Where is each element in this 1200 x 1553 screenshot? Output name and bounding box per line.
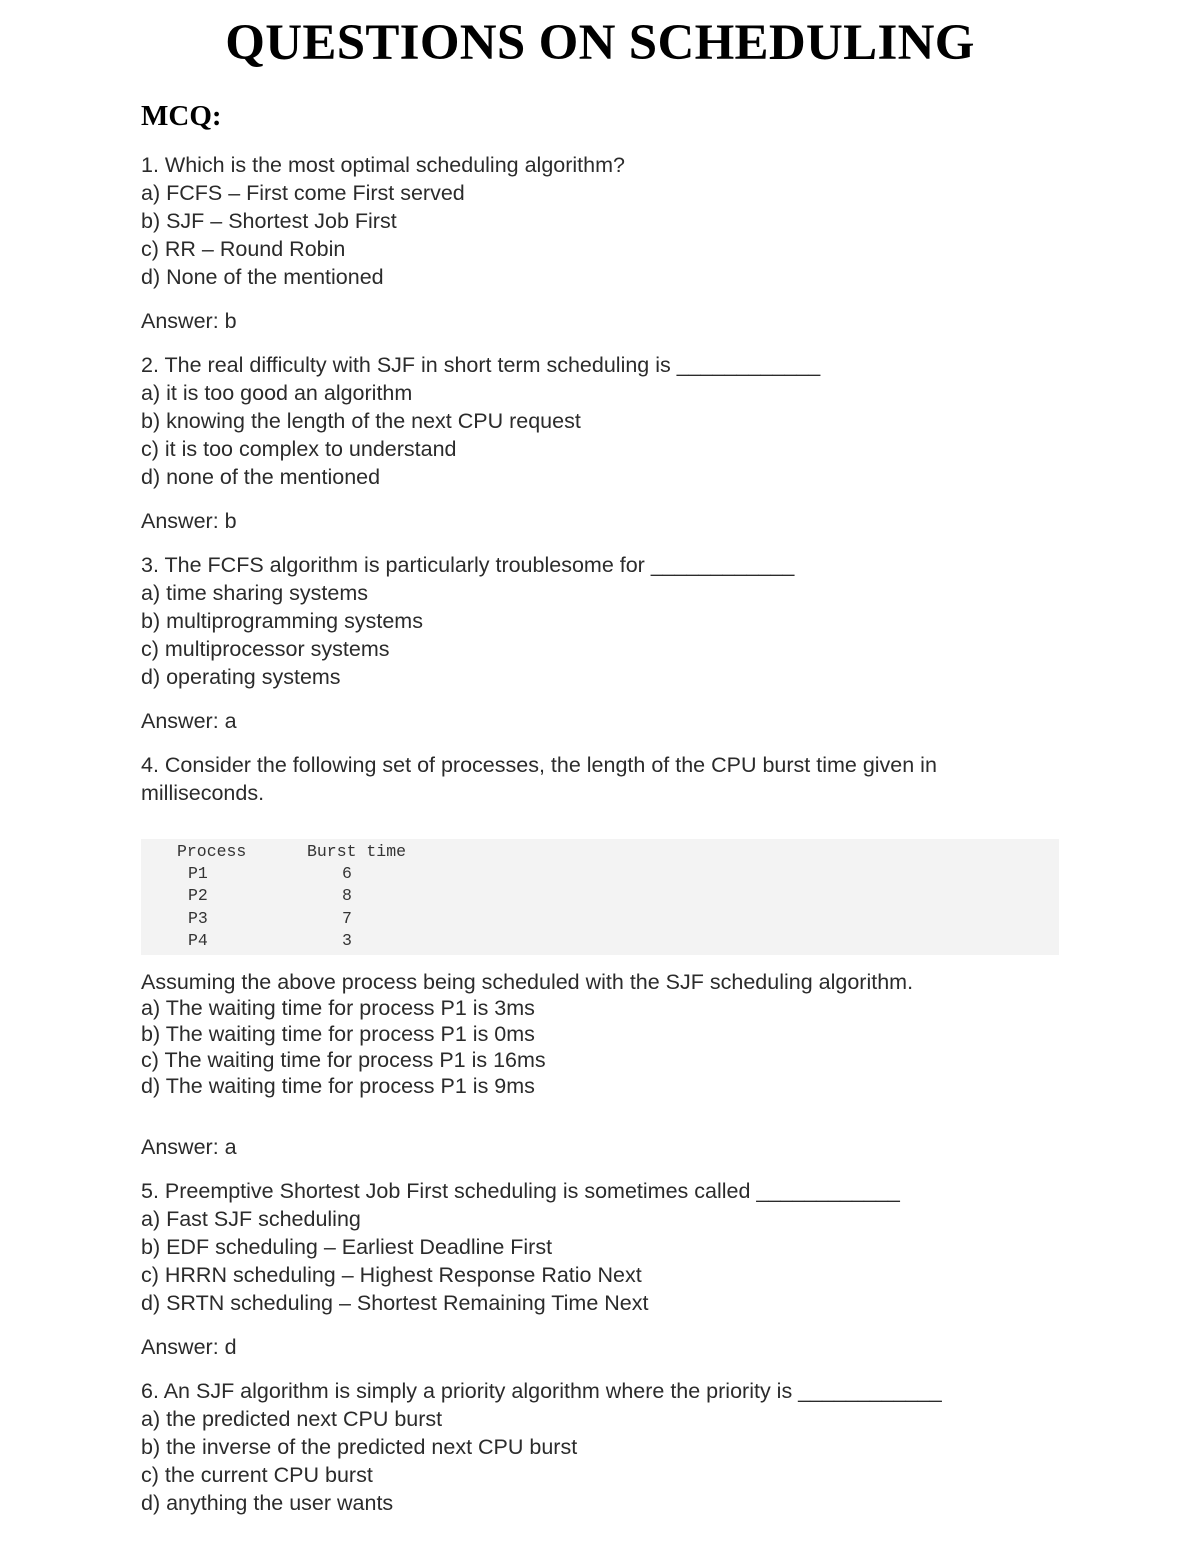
option-c: c) RR – Round Robin	[141, 237, 346, 261]
question-1	[141, 151, 1059, 335]
option-c: c) the current CPU burst	[141, 1463, 373, 1488]
option-a: a) Fast SJF scheduling	[141, 1207, 361, 1232]
burst-time-cell: 3	[342, 930, 352, 950]
answer: Answer: b	[141, 509, 237, 533]
option-b: b) multiprogramming systems	[141, 609, 423, 633]
option-c: c) The waiting time for process P1 is 16ms	[141, 1048, 546, 1073]
option-b: b) the inverse of the predicted next CPU burst	[141, 1435, 578, 1460]
question-list	[141, 151, 1059, 1517]
option-c: c) multiprocessor systems	[141, 637, 390, 661]
question-text: 5. Preemptive Shortest Job First scheduling is sometimes called ____________	[141, 1179, 900, 1204]
table-row	[177, 863, 1059, 885]
option-a: a) the predicted next CPU burst	[141, 1407, 443, 1432]
table-row	[177, 930, 1059, 952]
burst-time-cell: 7	[342, 908, 352, 928]
section-label: MCQ:	[141, 100, 222, 132]
burst-time-cell: 8	[342, 886, 352, 906]
option-d: d) none of the mentioned	[141, 465, 381, 489]
process-cell: P1	[188, 864, 208, 884]
question-text: 6. An SJF algorithm is simply a priority algorithm where the priority is ____________	[141, 1379, 942, 1404]
option-d: d) The waiting time for process P1 is 9ms	[141, 1074, 535, 1099]
question-2	[141, 351, 1059, 535]
option-b: b) SJF – Shortest Job First	[141, 209, 397, 233]
option-c: c) HRRN scheduling – Highest Response Ratio Next	[141, 1263, 642, 1288]
question-text: 4. Consider the following set of processes, the length of the CPU burst time given in milliseconds.	[141, 753, 943, 805]
process-table	[141, 839, 1059, 955]
option-b: b) knowing the length of the next CPU request	[141, 409, 581, 433]
option-c: c) it is too complex to understand	[141, 437, 457, 461]
option-a: a) FCFS – First come First served	[141, 181, 465, 205]
answer: Answer: d	[141, 1335, 237, 1360]
option-d: d) operating systems	[141, 665, 341, 689]
option-d: d) SRTN scheduling – Shortest Remaining Time Next	[141, 1291, 649, 1316]
process-cell: P2	[188, 886, 208, 906]
answer: Answer: a	[141, 1135, 237, 1160]
burst-time-cell: 6	[342, 864, 352, 884]
option-b: b) The waiting time for process P1 is 0ms	[141, 1022, 535, 1047]
question-text: 1. Which is the most optimal scheduling algorithm?	[141, 153, 625, 177]
answer: Answer: b	[141, 309, 237, 333]
question-4-followup	[141, 969, 1059, 1099]
option-d: d) anything the user wants	[141, 1491, 394, 1516]
option-b: b) EDF scheduling – Earliest Deadline First	[141, 1235, 553, 1260]
question-text: 2. The real difficulty with SJF in short term scheduling is ____________	[141, 353, 821, 377]
table-row	[177, 908, 1059, 930]
process-cell: P4	[188, 930, 208, 950]
column-header-process: Process	[177, 842, 247, 861]
question-text: 3. The FCFS algorithm is particularly troublesome for ____________	[141, 553, 795, 577]
column-header-burst-time: Burst time	[307, 842, 407, 861]
option-a: a) The waiting time for process P1 is 3ms	[141, 996, 535, 1021]
page-title: QUESTIONS ON SCHEDULING	[225, 15, 975, 71]
question-4	[141, 751, 1059, 1161]
answer: Answer: a	[141, 709, 237, 733]
table-row	[177, 885, 1059, 907]
option-a: a) time sharing systems	[141, 581, 369, 605]
question-5	[141, 1177, 1059, 1361]
question-3	[141, 551, 1059, 735]
followup-text: Assuming the above process being scheduled with the SJF scheduling algorithm.	[141, 970, 914, 995]
option-a: a) it is too good an algorithm	[141, 381, 413, 405]
option-d: d) None of the mentioned	[141, 265, 384, 289]
question-6	[141, 1377, 1059, 1517]
process-table-header	[177, 841, 1059, 863]
process-cell: P3	[188, 908, 208, 928]
